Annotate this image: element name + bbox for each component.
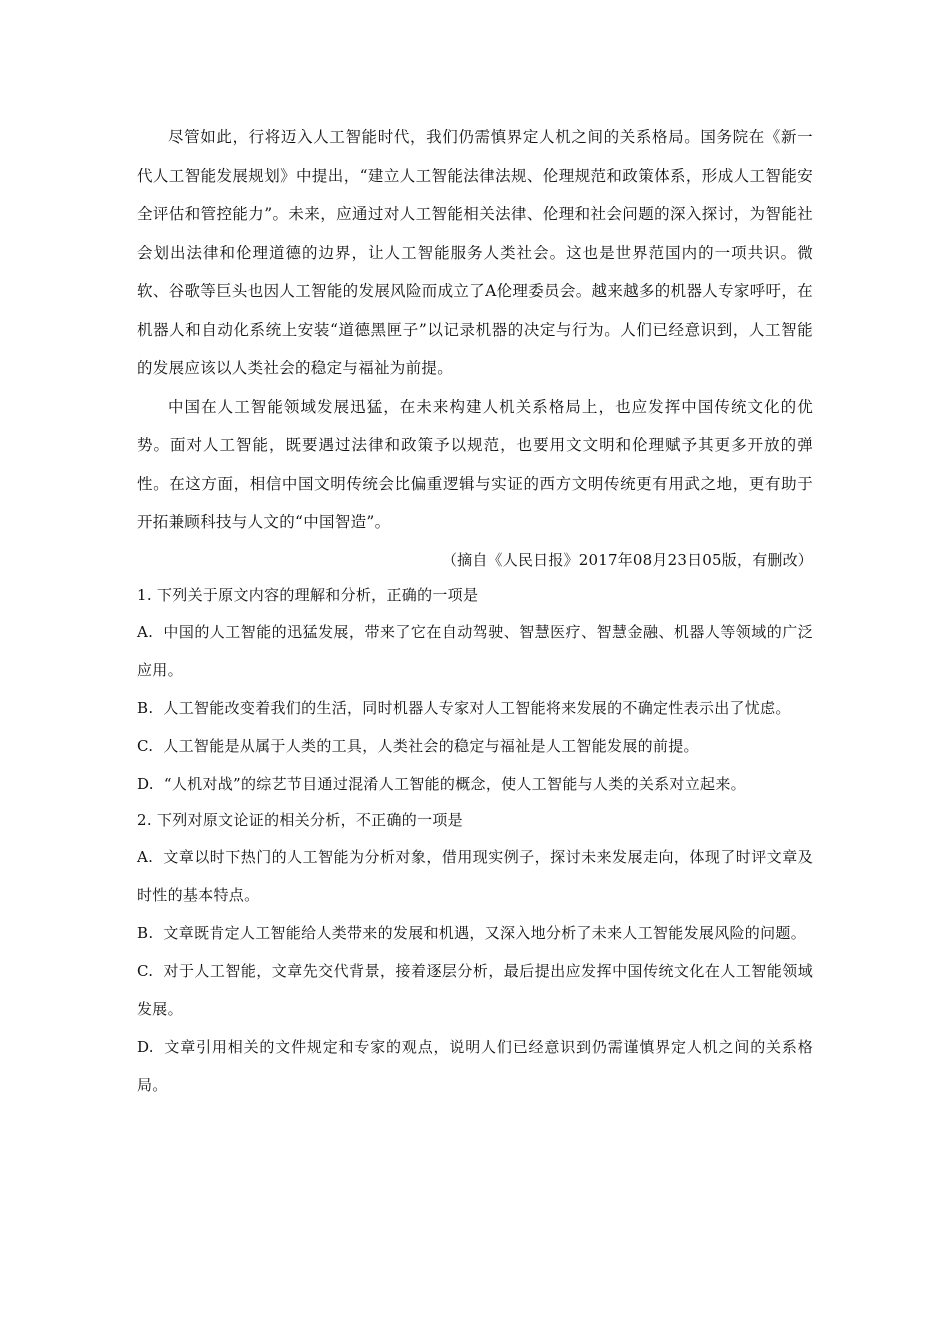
option-d [137,765,813,803]
option-letter: A. [137,847,154,866]
passage-paragraph: 中国在人工智能领域发展迅猛，在未来构建人机关系格局上，也应发挥中国传统文化的优势。面对人工智能，既要遇过法律和政策予以规范，也要用文文明和伦理赋予其更多开放的弹性。在这方面，相信中国文明传统会比偏重逻辑与实证的西方文明传统更有用武之地，更有助于开拓兼顾科技与人文的“中国智造”。 [137,397,813,531]
option-a [137,838,813,914]
question-2 [137,803,813,1104]
question-stem: 2. 下列对原文论证的相关分析，不正确的一项是 [137,810,463,829]
option-letter: A. [137,622,154,641]
option-c [137,727,813,765]
option-letter: C. [137,736,154,755]
question-stem: 1. 下列关于原文内容的理解和分析，正确的一项是 [137,585,479,604]
option-a [137,613,813,689]
option-text: 文章引用相关的文件规定和专家的观点，说明人们已经意识到仍需谨慎界定人机之间的关系格局。 [137,1037,813,1094]
option-letter: B. [137,698,154,717]
document-page [137,118,813,1104]
question-1 [137,578,813,803]
option-c [137,952,813,1028]
option-text: 文章既肯定人工智能给人类带来的发展和机遇，又深入地分析了未来人工智能发展风险的问题。 [163,923,807,942]
option-letter: D. [137,1037,154,1056]
option-b [137,914,813,952]
option-letter: D. [137,774,154,793]
passage-paragraph: 尽管如此，行将迈入人工智能时代，我们仍需慎界定人机之间的关系格局。国务院在《新一代人工智能发展规划》中提出，“建立人工智能法律法规、伦理规范和政策体系，形成人工智能安全评估和管控能力”。未来，应通过对人工智能相关法律、伦理和社会问题的深入探讨，为智能社会划出法律和伦理道德的边界，让人工智能服务人类社会。这也是世界范国内的一项共识。微软、谷歌等巨头也因人工智能的发展风险而成立了A伦理委员会。越来越多的机器人专家呼吁，在机器人和自动化系统上安装“道德黑匣子”以记录机器的决定与行为。人们已经意识到，人工智能的发展应该以人类社会的稳定与福祉为前提。 [137,128,813,377]
option-letter: B. [137,923,154,942]
option-b [137,689,813,727]
option-text: 人工智能改变着我们的生活，同时机器人专家对人工智能将来发展的不确定性表示出了忧虑。 [163,698,791,717]
option-text: 人工智能是从属于人类的工具，人类社会的稳定与福祉是人工智能发展的前提。 [163,736,699,755]
option-text: 中国的人工智能的迅猛发展，带来了它在自动驾驶、智慧医疗、智慧金融、机器人等领域的广泛应用。 [137,622,813,679]
option-text: “人机对战”的综艺节目通过混淆人工智能的概念，使人工智能与人类的关系对立起来。 [163,774,746,793]
option-letter: C. [137,961,154,980]
passage-source: （摘自《人民日报》2017年08月23日05版，有删改） [441,550,813,569]
option-text: 对于人工智能，文章先交代背景，接着逐层分析，最后提出应发挥中国传统文化在人工智能领域发展。 [137,961,813,1018]
option-d [137,1028,813,1104]
option-text: 文章以时下热门的人工智能为分析对象，借用现实例子，探讨未来发展走向，体现了时评文章及时性的基本特点。 [137,847,813,904]
